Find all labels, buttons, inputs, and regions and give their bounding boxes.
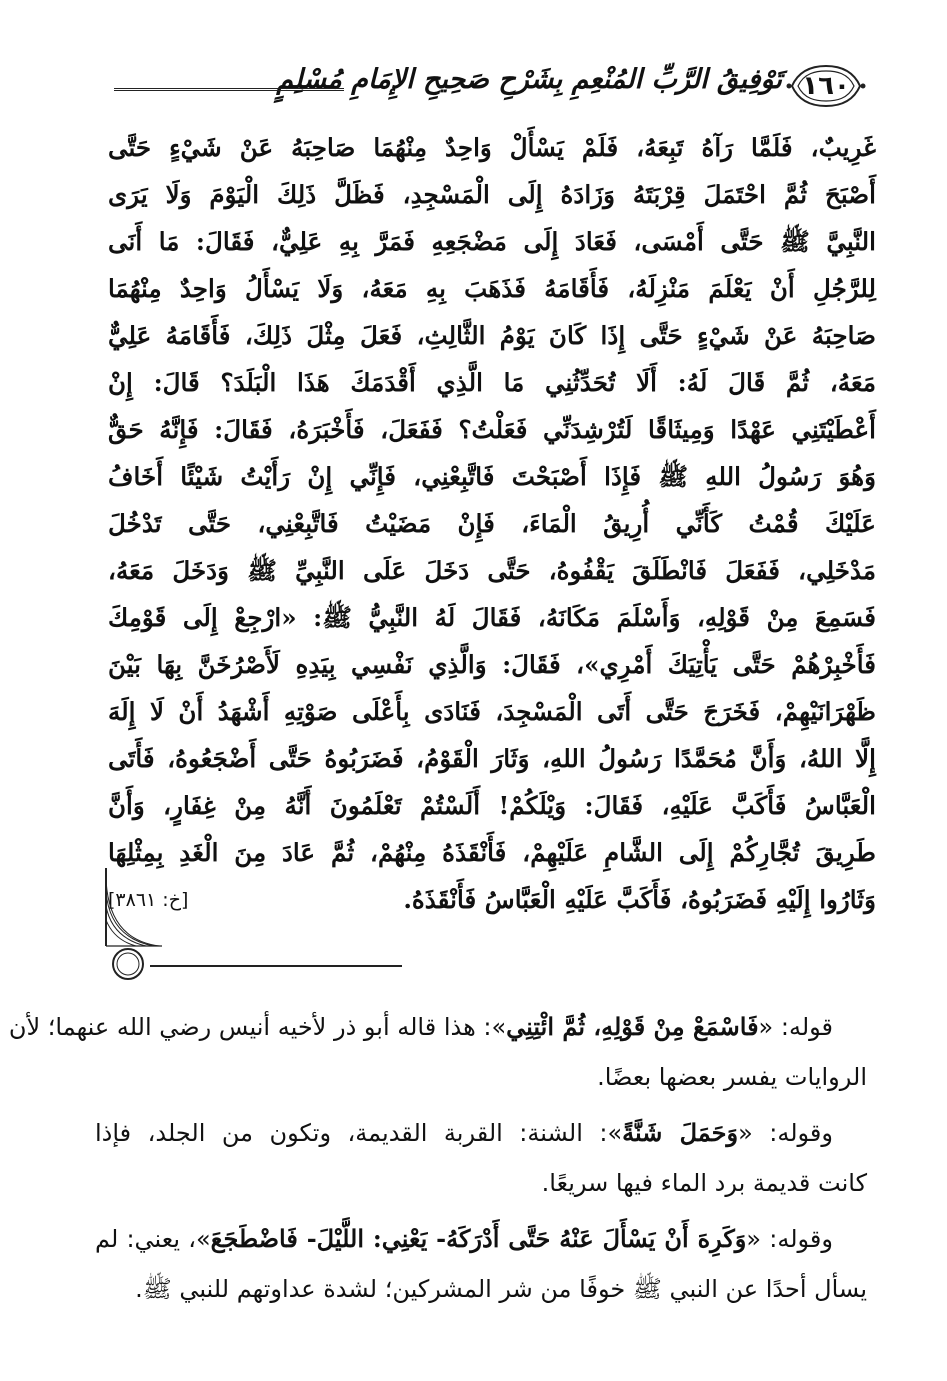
hadith-reference: [خ: ٣٨٦١] — [108, 888, 189, 911]
commentary-line: كانت قديمة برد الماء فيها سريعًا. — [541, 1169, 867, 1197]
hadith-line: مَدْخَلِي، فَفَعَلَ فَانْطَلَقَ يَقْفُوهُ، حَتَّى دَخَلَ عَلَى النَّبِيِّ ﷺ وَدَخَلَ مَعَهُ، — [108, 556, 876, 585]
page-number-ornament — [786, 60, 866, 112]
quoted-phrase: وَحَمَلَ شَنَّةً — [622, 1118, 739, 1147]
quoted-phrase: فَاسْمَعْ مِنْ قَوْلِهِ، ثُمَّ ائْتِنِي — [506, 1012, 759, 1041]
header-divider — [114, 88, 344, 91]
book-title: تَوْفِيقُ الرَّبِّ المُنْعِمِ بِشَرْحِ صَحِيحِ الإِمَامِ مُسْلِمٍ — [276, 64, 782, 95]
hadith-line: إِلَّا اللهُ، وَأَنَّ مُحَمَّدًا رَسُولُ اللهِ، وَثَارَ الْقَوْمُ، فَضَرَبُوهُ حَتَّى أَضْجَعُوهُ، فَأَتَى — [108, 744, 876, 773]
hadith-line: الْعَبَّاسُ فَأَكَبَّ عَلَيْهِ، فَقَالَ: وَيْلَكُمْ! أَلَسْتُمْ تَعْلَمُونَ أَنَّهُ مِنْ غِفَارٍ، وَأَنَّ — [108, 791, 876, 820]
hadith-line: لِلرَّجُلِ أَنْ يَعْلَمَ مَنْزِلَهُ، فَأَقَامَهُ فَذَهَبَ بِهِ مَعَهُ، وَلَا يَسْأَلُ وَاحِدٌ مِنْهُمَا — [108, 274, 876, 303]
hadith-last-line — [108, 876, 876, 923]
commentary-line: قوله: «فَاسْمَعْ مِنْ قَوْلِهِ، ثُمَّ ائْتِنِي»: هذا قاله أبو ذر لأخيه أنيس رضي الله عنهما؛ لأن — [8, 1012, 833, 1041]
commentary-line: يسأل أحدًا عن النبي ﷺ خوفًا من شر المشركين؛ لشدة عداوتهم للنبي ﷺ. — [135, 1275, 867, 1303]
commentary — [8, 1002, 867, 1314]
hadith-line: فَسَمِعَ مِنْ قَوْلِهِ، وَأَسْلَمَ مَكَانَهُ، فَقَالَ لَهُ النَّبِيُّ ﷺ: «ارْجِعْ إِلَى قَوْمِكَ — [108, 603, 876, 632]
section-divider — [150, 965, 402, 967]
hadith-line: غَرِيبٌ، فَلَمَّا رَآهُ تَبِعَهُ، فَلَمْ يَسْأَلْ وَاحِدٌ مِنْهُمَا صَاحِبَهُ عَنْ شَيْءٍ حَتَّى — [108, 133, 876, 162]
commentary-line: الروايات يفسر بعضها بعضًا. — [597, 1063, 867, 1091]
hadith-text — [108, 124, 876, 923]
commentary-line: وقوله: «وَحَمَلَ شَنَّةً»: الشنة: القربة القديمة، وتكون من الجلد، فإذا — [95, 1118, 833, 1147]
commentary-line: وقوله: «وَكَرِهَ أَنْ يَسْأَلَ عَنْهُ حَتَّى أَدْرَكَهُ- يَعْنِي: اللَّيْلَ- فَاضْطَجَعَ»، يعني: لم — [95, 1224, 833, 1253]
hadith-line: ظَهْرَانَيْهِمْ، فَخَرَجَ حَتَّى أَتَى الْمَسْجِدَ، فَنَادَى بِأَعْلَى صَوْتِهِ أَشْهَدُ أَنْ لَا إِلَهَ — [108, 697, 876, 726]
hadith-line: أَصْبَحَ ثُمَّ احْتَمَلَ قِرْبَتَهُ وَزَادَهُ إِلَى الْمَسْجِدِ، فَظَلَّ ذَلِكَ الْيَوْمَ وَلَا يَرَى — [108, 180, 876, 209]
page-number: ١٦٠ — [802, 71, 850, 101]
hadith-line: أَعْطَيْتَنِي عَهْدًا وَمِيثَاقًا لَتُرْشِدَنِّي فَعَلْتُ؟ فَفَعَلَ، فَأَخْبَرَهُ، فَقَالَ: فَإِنَّهُ حَقٌّ — [108, 415, 876, 444]
hadith-line: النَّبِيَّ ﷺ حَتَّى أَمْسَى، فَعَادَ إِلَى مَضْجَعِهِ فَمَرَّ بِهِ عَلِيٌّ، فَقَالَ: مَا أَنَى — [108, 227, 876, 256]
hadith-line: صَاحِبَهُ عَنْ شَيْءٍ حَتَّى إِذَا كَانَ يَوْمُ الثَّالِثِ، فَعَلَ مِثْلَ ذَلِكَ، فَأَقَامَهُ عَلِيٌّ — [108, 321, 876, 350]
corner-ornament-icon — [98, 868, 164, 980]
hadith-line: عَلَيْكَ قُمْتُ كَأَنِّي أُرِيقُ الْمَاءَ، فَإِنْ مَضَيْتُ فَاتَّبِعْنِي، حَتَّى تَدْخُلَ — [108, 509, 876, 538]
hadith-line: وَهُوَ رَسُولُ اللهِ ﷺ فَإِذَا أَصْبَحْتَ فَاتَّبِعْنِي، فَإِنِّي إِنْ رَأَيْتُ شَيْئًا أَخَافُ — [108, 462, 876, 491]
quoted-phrase: وَكَرِهَ أَنْ يَسْأَلَ عَنْهُ حَتَّى أَدْرَكَهُ- يَعْنِي: اللَّيْلَ- فَاضْطَجَعَ — [210, 1224, 747, 1253]
hadith-line: فَأَخْبِرْهُمْ حَتَّى يَأْتِيَكَ أَمْرِي»، فَقَالَ: وَالَّذِي نَفْسِي بِيَدِهِ لَأَصْرُخَنَّ بِهَا بَيْنَ — [108, 650, 876, 679]
page-header — [98, 60, 866, 116]
hadith-line: وَثَارُوا إِلَيْهِ فَضَرَبُوهُ، فَأَكَبَّ عَلَيْهِ الْعَبَّاسُ فَأَنْقَذَهُ. — [403, 885, 876, 914]
hadith-line: طَرِيقَ تُجَّارِكُمْ إِلَى الشَّامِ عَلَيْهِمْ، فَأَنْقَذَهُ مِنْهُمْ، ثُمَّ عَادَ مِنَ الْغَدِ بِمِثْلِهَا — [108, 838, 876, 867]
hadith-line: مَعَهُ، ثُمَّ قَالَ لَهُ: أَلَا تُحَدِّثُنِي مَا الَّذِي أَقْدَمَكَ هَذَا الْبَلَدَ؟ قَالَ: إِنْ — [108, 368, 876, 397]
